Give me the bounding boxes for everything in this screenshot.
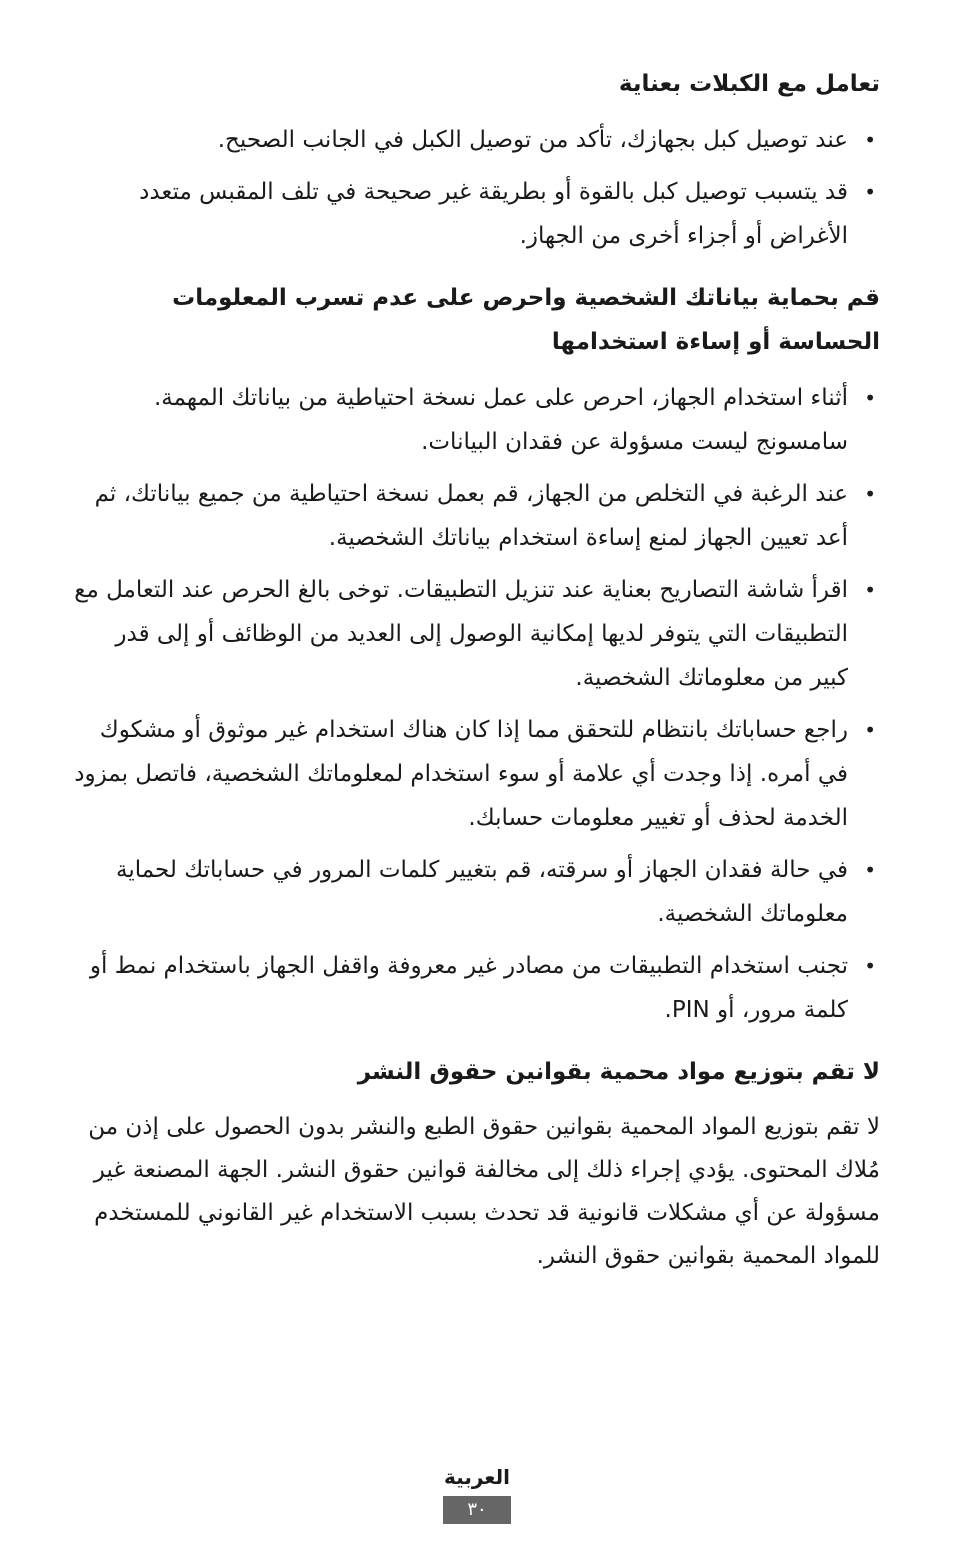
list-item — [74, 118, 880, 162]
section-heading-copyright: لا تقم بتوزيع مواد محمية بقوانين حقوق النشر — [357, 1059, 880, 1085]
copyright-paragraph: لا تقم بتوزيع المواد المحمية بقوانين حقوق الطبع والنشر بدون الحصول على إذن من مُلاك المحتوى. يؤدي إجراء ذلك إلى مخالفة قوانين حقوق النشر. الجهة المصنعة غير مسؤولة عن أي مشكلات قانونية قد تحدث بسبب الاستخدام غير القانوني للمستخدم للمواد المحمية بقوانين حقوق النشر. — [88, 1114, 880, 1269]
document-page — [74, 62, 880, 1278]
list-item — [74, 568, 880, 700]
list-item — [74, 376, 880, 464]
section-heading-personal-data: قم بحماية بياناتك الشخصية واحرص على عدم تسرب المعلومات الحساسة أو إساءة استخدامها — [172, 285, 880, 355]
bullet-text: اقرأ شاشة التصاريح بعناية عند تنزيل التطبيقات. توخى بالغ الحرص عند التعامل مع التطبيقات التي يتوفر لديها إمكانية الوصول إلى العديد من الوظائف أو إلى قدر كبير من معلوماتك الشخصية. — [74, 577, 848, 691]
bullet-icon: • — [864, 954, 876, 978]
list-item — [74, 472, 880, 560]
bullet-text: راجع حساباتك بانتظام للتحقق مما إذا كان هناك استخدام غير موثوق أو مشكوك في أمره. إذا وجدت أي علامة أو سوء استخدام لمعلوماتك الشخصية، فاتصل بمزود الخدمة لحذف أو تغيير معلومات حسابك. — [74, 717, 848, 831]
footer-language-label: العربية — [444, 1465, 510, 1489]
bullet-icon: • — [864, 482, 876, 506]
page-footer — [0, 1462, 954, 1524]
bullet-icon: • — [864, 386, 876, 410]
page-number-badge: ٣٠ — [443, 1496, 511, 1524]
bullet-text: عند الرغبة في التخلص من الجهاز، قم بعمل نسخة احتياطية من جميع بياناتك، ثم أعد تعيين الجهاز لمنع إساءة استخدام بياناتك الشخصية. — [94, 481, 848, 551]
bullet-icon: • — [864, 128, 876, 152]
bullet-list-cables — [74, 118, 880, 258]
list-item — [74, 944, 880, 1032]
bullet-text: تجنب استخدام التطبيقات من مصادر غير معروفة واقفل الجهاز باستخدام نمط أو كلمة مرور، أو PIN. — [89, 953, 848, 1023]
bullet-icon: • — [864, 858, 876, 882]
bullet-list-personal-data — [74, 376, 880, 1032]
bullet-icon: • — [864, 718, 876, 742]
bullet-icon: • — [864, 578, 876, 602]
bullet-icon: • — [864, 180, 876, 204]
list-item — [74, 170, 880, 258]
section-heading-cables: تعامل مع الكبلات بعناية — [618, 71, 880, 97]
bullet-text: قد يتسبب توصيل كبل بالقوة أو بطريقة غير صحيحة في تلف المقبس متعدد الأغراض أو أجزاء أخرى من الجهاز. — [139, 179, 848, 249]
list-item — [74, 848, 880, 936]
bullet-text: في حالة فقدان الجهاز أو سرقته، قم بتغيير كلمات المرور في حساباتك لحماية معلوماتك الشخصية. — [116, 857, 848, 927]
bullet-text: عند توصيل كبل بجهازك، تأكد من توصيل الكبل في الجانب الصحيح. — [217, 127, 848, 153]
list-item — [74, 708, 880, 840]
bullet-text: أثناء استخدام الجهاز، احرص على عمل نسخة احتياطية من بياناتك المهمة. سامسونج ليست مسؤولة عن فقدان البيانات. — [153, 385, 848, 455]
